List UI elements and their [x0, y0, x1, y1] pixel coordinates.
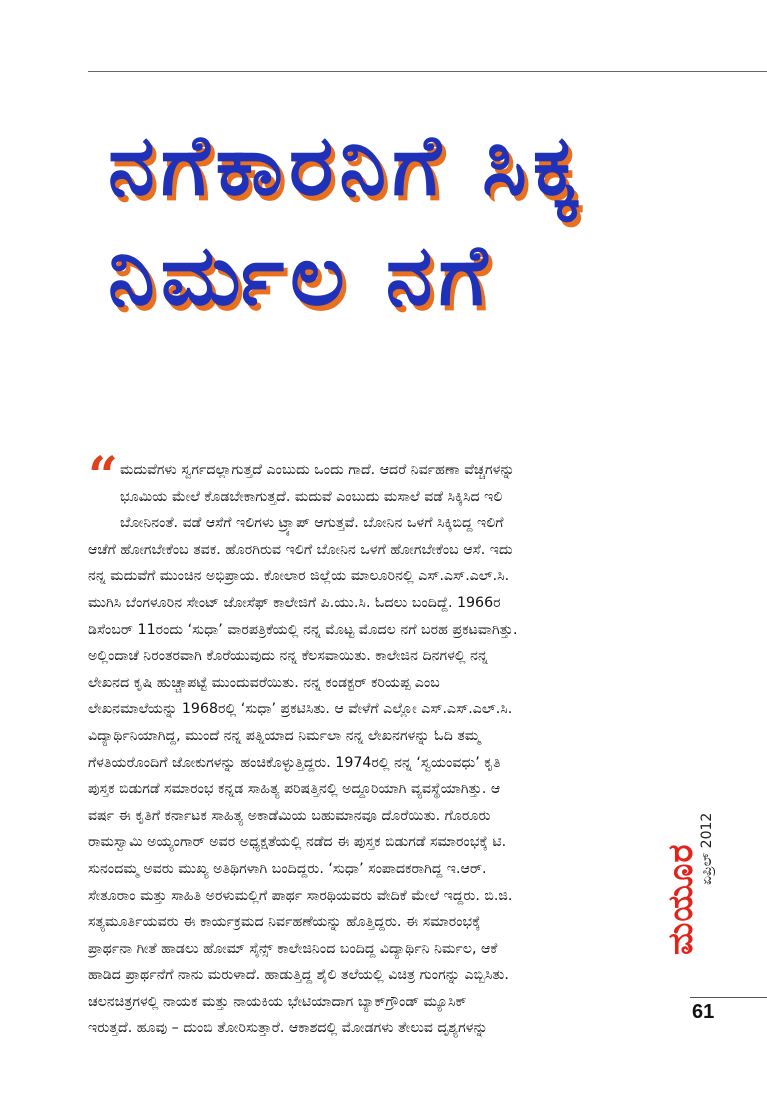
body-line: ಚಲನಚಿತ್ರಗಳಲ್ಲಿ ನಾಯಕ ಮತ್ತು ನಾಯಕಿಯ ಭೇಟಿಯಾದಾಗ ಬ್ಯಾಕ್‌ಗ್ರೌಂಡ್ ಮ್ಯೂಸಿಕ್	[88, 993, 467, 1010]
body-line: ನನ್ನ ಮದುವೆಗೆ ಮುಂಚಿನ ಅಭಿಪ್ರಾಯ. ಕೋಲಾರ ಜಿಲ್ಲೆಯ ಮಾಲೂರಿನಲ್ಲಿ ಎಸ್.ಎಸ್.ಎಲ್.ಸಿ.	[88, 568, 510, 585]
body-line: ಪುಸ್ತಕ ಬಿಡುಗಡೆ ಸಮಾರಂಭ ಕನ್ನಡ ಸಾಹಿತ್ಯ ಪರಿಷತ್ತಿನಲ್ಲಿ ಅದ್ದೂರಿಯಾಗಿ ವ್ಯವಸ್ಥೆಯಾಗಿತ್ತು. ಆ	[88, 781, 501, 798]
body-line: ಗೆಳತಿಯರೊಂದಿಗೆ ಜೋಕುಗಳನ್ನು ಹಂಚಿಕೊಳ್ಳುತ್ತಿದ್ದರು. 1974ರಲ್ಲಿ ನನ್ನ ‘ಸ್ವಯಂವಧು’ ಕೃತಿ	[88, 754, 501, 771]
magazine-logo: ಮಯೂರ	[661, 843, 701, 955]
article-headline	[108, 110, 728, 330]
body-line: ಲೇಖನಮಾಲೆಯನ್ನು 1968ರಲ್ಲಿ ‘ಸುಧಾ’ ಪ್ರಕಟಿಸಿತು. ಆ ವೇಳೆಗೆ ಎಲ್ಲೋ ಎಸ್.ಎಸ್.ಎಲ್.ಸಿ.	[88, 701, 513, 718]
body-line: ಭೂಮಿಯ ಮೇಲೆ ಕೊಡಬೇಕಾಗುತ್ತದೆ. ಮದುವೆ ಎಂಬುದು ಮಸಾಲೆ ವಡೆ ಸಿಕ್ಕಿಸಿದ ಇಲಿ	[120, 488, 503, 505]
body-line: ವರ್ಷ ಈ ಕೃತಿಗೆ ಕರ್ನಾಟಕ ಸಾಹಿತ್ಯ ಅಕಾಡೆಮಿಯ ಬಹುಮಾನವೂ ದೊರೆಯಿತು. ಗೊರೂರು	[88, 807, 491, 824]
body-line: ಸತ್ಯಮೂರ್ತಿಯವರು ಈ ಕಾರ್ಯಕ್ರಮದ ನಿರ್ವಹಣೆಯನ್ನು ಹೊತ್ತಿದ್ದರು. ಈ ಸಮಾರಂಭಕ್ಕೆ	[88, 914, 481, 931]
top-divider	[88, 71, 767, 72]
article-body	[88, 446, 678, 1042]
body-line: ಲೇಖನದ ಕೃಷಿ ಹುಚ್ಚಾಪಟ್ಟೆ ಮುಂದುವರೆಯಿತು. ನನ್ನ ಕಂಡಕ್ಟರ್ ಕರಿಯಪ್ಪ ಎಂಬ	[88, 674, 440, 691]
opening-quote-icon: “	[88, 446, 118, 507]
page-number: 61	[692, 1001, 715, 1023]
body-line: ಮದುವೆಗಳು ಸ್ವರ್ಗದಲ್ಲಾಗುತ್ತದೆ ಎಂಬುದು ಒಂದು ಗಾದೆ. ಆದರೆ ನಿರ್ವಹಣಾ ವೆಚ್ಚಗಳನ್ನು	[120, 462, 515, 478]
footer-divider	[690, 997, 767, 998]
body-line: ಹಾಡಿದ ಪ್ರಾರ್ಥನೆಗೆ ನಾನು ಮರುಳಾದೆ. ಹಾಡುತ್ತಿದ್ದ ಶೈಲಿ ತಲೆಯಲ್ಲಿ ವಿಚಿತ್ರ ಗುಂಗನ್ನು ಎಬ್ಬಿಸಿತು.	[88, 967, 509, 984]
headline-line-1: ನಗೆಕಾರನಿಗೆ ಸಿಕ್ಕ	[108, 116, 585, 214]
body-line: ವಿದ್ಯಾರ್ಥಿನಿಯಾಗಿದ್ದ, ಮುಂದೆ ನನ್ನ ಪತ್ನಿಯಾದ ನಿರ್ಮಲಾ ನನ್ನ ಲೇಖನಗಳನ್ನು ಓದಿ ತಮ್ಮ	[88, 727, 481, 744]
headline-line-2: ನಿರ್ಮಲ ನಗೆ	[108, 226, 494, 324]
body-line: ರಾಮಸ್ವಾಮಿ ಅಯ್ಯಂಗಾರ್ ಅವರ ಅಧ್ಯಕ್ಷತೆಯಲ್ಲಿ ನಡೆದ ಈ ಪುಸ್ತಕ ಬಿಡುಗಡೆ ಸಮಾರಂಭಕ್ಕೆ ಟಿ.	[88, 834, 507, 851]
body-line: ಬೋನಿನಂತೆ. ವಡೆ ಆಸೆಗೆ ಇಲಿಗಳು ಟ್ರ್ಯಾಪ್ ಆಗುತ್ತವೆ. ಬೋನಿನ ಒಳಗೆ ಸಿಕ್ಕಿಬಿದ್ದ ಇಲಿಗೆ	[120, 515, 504, 532]
body-line: ಡಿಸೆಂಬರ್ 11ರಂದು ‘ಸುಧಾ’ ವಾರಪತ್ರಿಕೆಯಲ್ಲಿ ನನ್ನ ಮೊಟ್ಟ ಮೊದಲ ನಗೆ ಬರಹ ಪ್ರಕಟವಾಗಿತ್ತು.	[88, 621, 518, 638]
body-line: ಇರುತ್ತದೆ. ಹೂವು – ದುಂಬಿ ತೋರಿಸುತ್ತಾರೆ. ಆಕಾಶದಲ್ಲಿ ಮೋಡಗಳು ತೇಲುವ ದೃಶ್ಯಗಳನ್ನು	[88, 1020, 488, 1037]
body-line: ಪ್ರಾರ್ಥನಾ ಗೀತೆ ಹಾಡಲು ಹೋಮ್ ಸೈನ್ಸ್ ಕಾಲೇಜಿನಿಂದ ಬಂದಿದ್ದ ವಿದ್ಯಾರ್ಥಿನಿ ನಿರ್ಮಲ, ಆಕೆ	[88, 940, 498, 957]
issue-date: ಏಪ್ರಿಲ್ 2012	[699, 812, 715, 885]
body-line: ಸೇತೂರಾಂ ಮತ್ತು ಸಾಹಿತಿ ಅರಳುಮಲ್ಲಿಗೆ ಪಾರ್ಥ ಸಾರಥಿಯವರು ವೇದಿಕೆ ಮೇಲೆ ಇದ್ದರು. ಬಿ.ಜಿ.	[88, 887, 513, 904]
body-line: ಮುಗಿಸಿ ಬೆಂಗಳೂರಿನ ಸೇಂಟ್ ಜೋಸೆಫ್ ಕಾಲೇಜಿಗೆ ಪಿ.ಯು.ಸಿ. ಓದಲು ಬಂದಿದ್ದೆ. 1966ರ	[88, 594, 501, 611]
body-line: ಆಚೆಗೆ ಹೋಗಬೇಕೆಂಬ ತವಕ. ಹೊರಗಿರುವ ಇಲಿಗೆ ಬೋನಿನ ಒಳಗೆ ಹೋಗಬೇಕೆಂಬ ಆಸೆ. ಇದು	[88, 541, 513, 558]
body-line: ಸುನಂದಮ್ಮ ಅವರು ಮುಖ್ಯ ಅತಿಥಿಗಳಾಗಿ ಬಂದಿದ್ದರು. ‘ಸುಧಾ’ ಸಂಪಾದಕರಾಗಿದ್ದ ಇ.ಆರ್.	[88, 860, 487, 877]
body-line: ಅಲ್ಲಿಂದಾಚೆ ನಿರಂತರವಾಗಿ ಕೊರೆಯುವುದು ನನ್ನ ಕೆಲಸವಾಯಿತು. ಕಾಲೇಜಿನ ದಿನಗಳಲ್ಲಿ ನನ್ನ	[88, 648, 488, 665]
